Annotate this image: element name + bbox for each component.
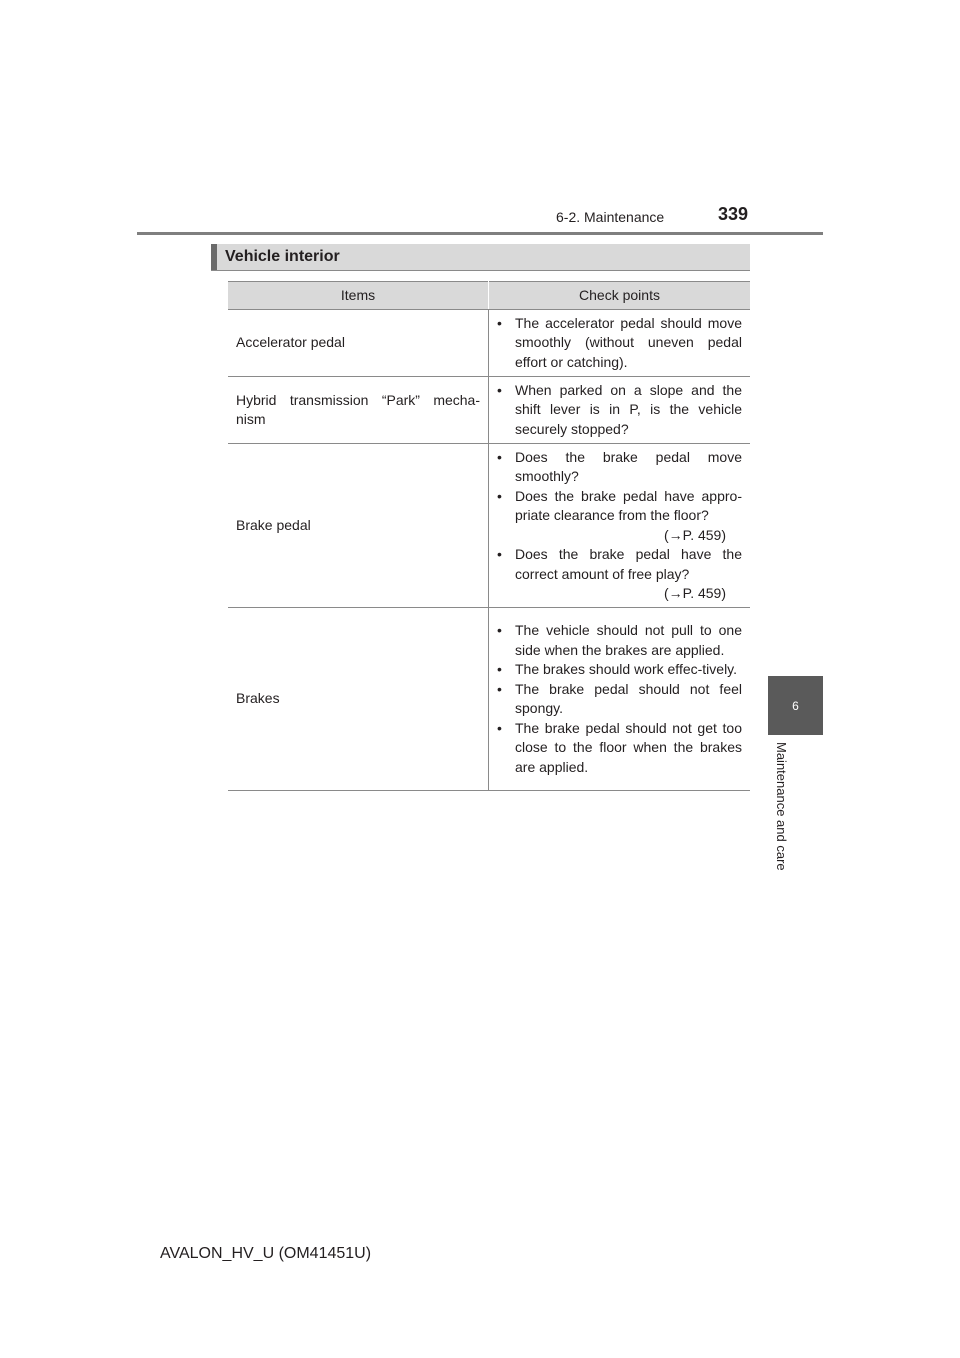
table-row xyxy=(228,444,750,608)
bullet-icon: • xyxy=(497,448,502,465)
chapter-tab xyxy=(768,676,823,735)
bullet-icon: • xyxy=(497,314,502,331)
section-heading xyxy=(211,244,750,271)
header-section-title: 6-2. Maintenance xyxy=(556,209,665,225)
check-points-cell xyxy=(489,377,751,444)
check-points-cell xyxy=(489,608,751,791)
check-point-item xyxy=(497,719,742,778)
check-point-text: The brakes should work effec-tively. xyxy=(515,661,738,677)
page-reference: (→P. 459) xyxy=(664,526,726,543)
check-point-item xyxy=(497,621,742,660)
item-label: Accelerator pedal xyxy=(236,334,345,351)
check-point-text: When parked on a slope and the shift lever is in P, is the vehicle securely stopped? xyxy=(515,381,742,437)
check-point-text: Does the brake pedal have appro-priate clearance from the floor? xyxy=(515,487,742,523)
bullet-icon: • xyxy=(497,622,502,638)
check-points-cell xyxy=(489,310,751,377)
document-code: AVALON_HV_U (OM41451U) xyxy=(160,1245,372,1262)
check-point-item xyxy=(497,680,742,719)
bullet-icon: • xyxy=(497,381,502,398)
page-number: 339 xyxy=(718,204,749,224)
heading-accent-bar xyxy=(211,244,217,270)
item-cell xyxy=(228,608,489,791)
page-reference: (→P. 459) xyxy=(664,585,726,601)
item-label: Hybrid transmission “Park” mecha-nism xyxy=(236,391,480,427)
bullet-icon: • xyxy=(497,719,502,736)
check-point-item xyxy=(497,448,742,487)
chapter-title: Maintenance and care xyxy=(774,742,789,871)
header-check-points: Check points xyxy=(489,282,751,310)
check-point-text: The vehicle should not pull to one side when the brakes are applied. xyxy=(515,622,742,658)
item-label: Brake pedal xyxy=(236,516,311,533)
check-point-item xyxy=(497,487,742,526)
check-table xyxy=(228,281,750,791)
header-items: Items xyxy=(228,282,489,310)
item-cell xyxy=(228,377,489,444)
table-row xyxy=(228,310,750,377)
item-label: Brakes xyxy=(236,690,280,707)
check-point-text: Does the brake pedal move smoothly? xyxy=(515,448,742,484)
header-divider xyxy=(137,232,823,235)
bullet-icon: • xyxy=(497,487,502,504)
check-point-text: Does the brake pedal have the correct amount of free play? xyxy=(515,546,742,582)
section-heading-label: Vehicle interior xyxy=(225,248,340,265)
bullet-icon: • xyxy=(497,546,502,562)
item-cell xyxy=(228,310,489,377)
check-point-text: The brake pedal should not get too close to the floor when the brakes are applied. xyxy=(515,719,742,775)
check-point-item xyxy=(497,314,742,373)
table-row xyxy=(228,377,750,444)
check-point-text: The brake pedal should not feel spongy. xyxy=(515,680,742,716)
check-point-item xyxy=(497,660,742,680)
item-cell xyxy=(228,444,489,608)
bullet-icon: • xyxy=(497,661,502,677)
table-row xyxy=(228,608,750,791)
check-point-text: The accelerator pedal should move smoothly (without uneven pedal effort or catching). xyxy=(515,314,742,370)
check-point-item xyxy=(497,545,742,584)
bullet-icon: • xyxy=(497,680,502,697)
table-body xyxy=(228,310,750,791)
chapter-number: 6 xyxy=(792,698,799,713)
check-point-item xyxy=(497,381,742,440)
check-points-cell xyxy=(489,444,751,608)
table-header-row xyxy=(228,282,750,310)
